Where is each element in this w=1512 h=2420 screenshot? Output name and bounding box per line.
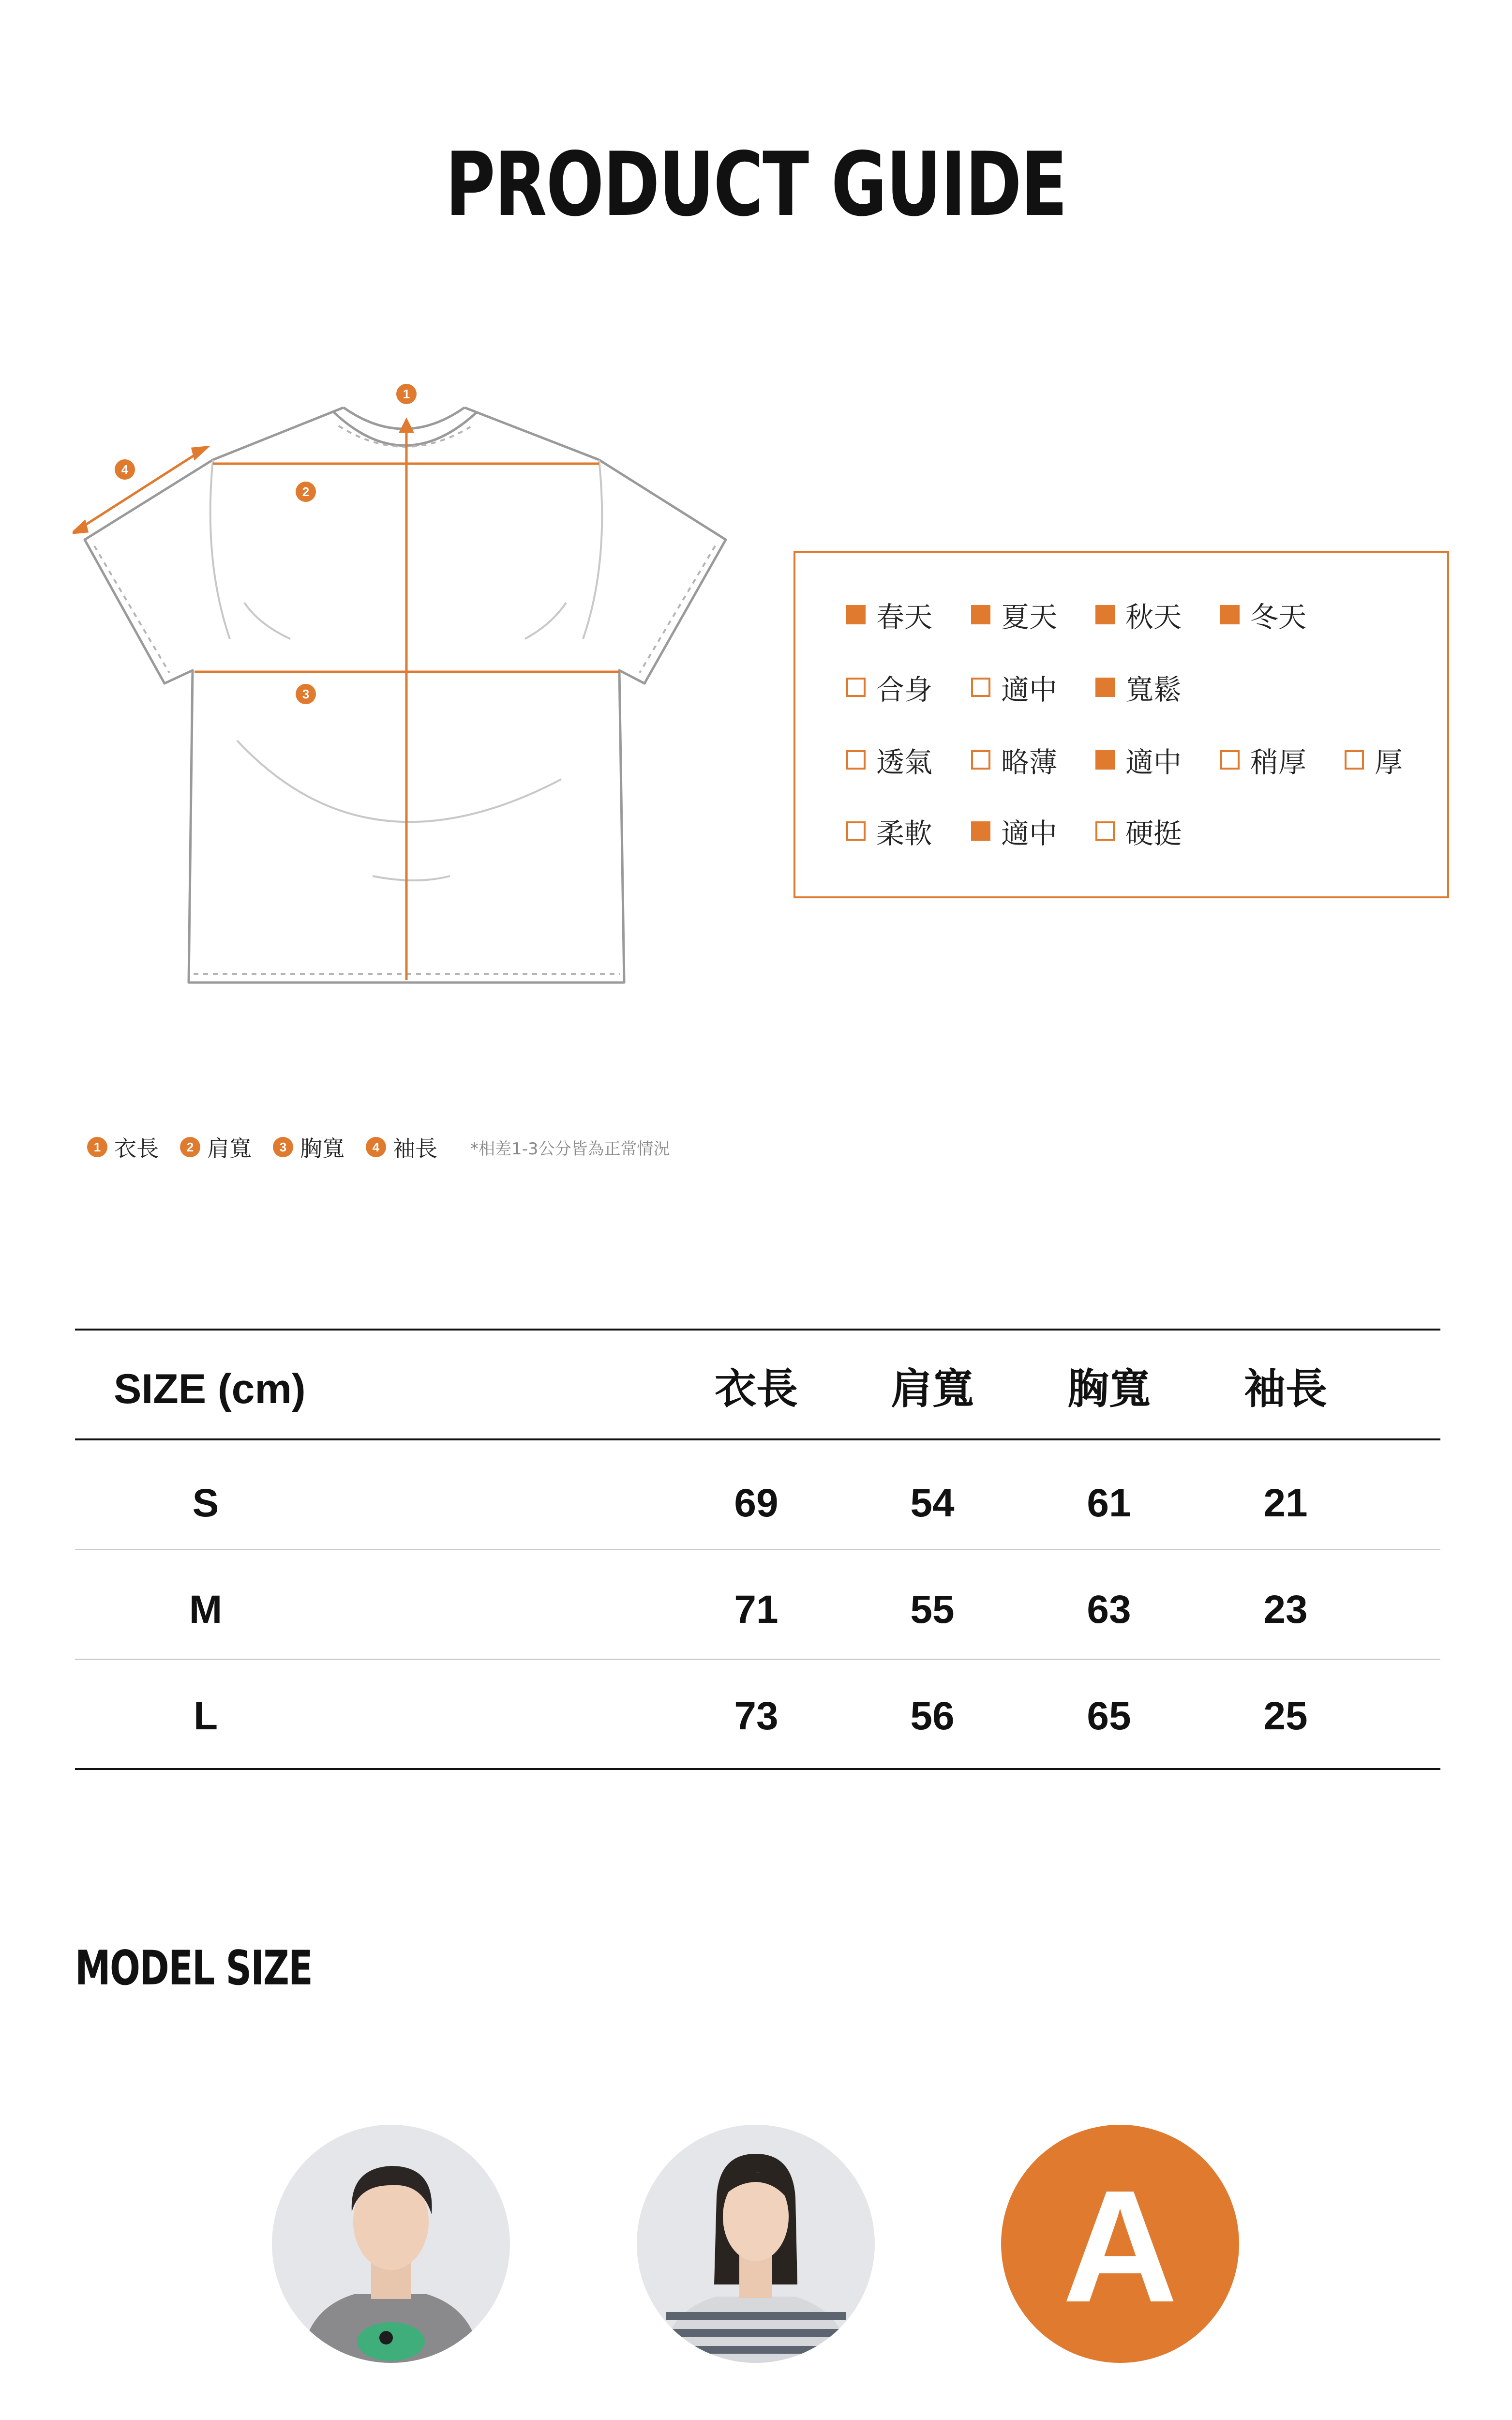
cell-chest: 61 — [1087, 1481, 1131, 1525]
cell-sleeve: 21 — [1263, 1481, 1308, 1525]
avatar — [272, 2125, 510, 2363]
cell-shoulder: 54 — [910, 1481, 955, 1525]
table-header-length: 衣長 — [715, 1366, 798, 1412]
legend-label: 胸寬 — [300, 1135, 344, 1162]
cell-length: 71 — [734, 1588, 778, 1632]
attr-option: 適中 — [1095, 741, 1182, 779]
legend-item — [180, 1131, 252, 1163]
legend-label: 肩寬 — [207, 1135, 252, 1162]
avatar — [637, 2125, 875, 2363]
cell-length: 73 — [734, 1694, 778, 1738]
checkbox-icon — [1220, 750, 1240, 770]
checkbox-icon — [1095, 750, 1115, 770]
legend-number: 1 — [87, 1137, 107, 1157]
checkbox-icon — [971, 750, 990, 770]
model-card-chi — [572, 2125, 940, 2420]
checkbox-icon — [846, 750, 866, 770]
attr-option: 適中 — [971, 812, 1057, 850]
checkbox-icon — [846, 821, 866, 841]
fabric-attributes-box — [793, 551, 1449, 898]
cell-shoulder: 56 — [910, 1694, 955, 1738]
checkbox-icon — [846, 678, 866, 697]
checkbox-icon — [1095, 821, 1115, 841]
table-header-chest: 胸寬 — [1067, 1366, 1151, 1412]
legend-number: 2 — [180, 1137, 200, 1157]
attr-option: 合身 — [846, 668, 932, 707]
page-title: PRODUCT GUIDE — [445, 133, 1067, 236]
legend-item — [366, 1131, 437, 1163]
legend-number: 3 — [273, 1137, 293, 1157]
checkbox-icon — [1345, 750, 1364, 770]
checkbox-icon — [971, 678, 990, 697]
legend-item — [273, 1131, 344, 1163]
legend-label: 袖長 — [393, 1135, 437, 1162]
model-card-a — [936, 2125, 1304, 2420]
marker-1-label: 1 — [403, 387, 410, 401]
table-row-divider — [75, 1549, 1440, 1550]
model-size-heading: MODEL SIZE — [75, 1941, 313, 1996]
cell-sleeve: 25 — [1263, 1694, 1308, 1738]
checkbox-icon — [971, 605, 990, 624]
model-photo-chi — [637, 2125, 875, 2363]
marker-4-label: 4 — [121, 462, 129, 477]
legend-number: 4 — [366, 1137, 386, 1157]
table-header-shoulder: 肩寬 — [891, 1366, 974, 1412]
checkbox-icon — [1220, 605, 1240, 624]
table-header-size: SIZE (cm) — [114, 1366, 306, 1412]
attr-option: 秋天 — [1095, 595, 1182, 634]
measurement-legend — [87, 1130, 670, 1164]
marker-2-label: 2 — [302, 484, 310, 499]
attr-option: 寬鬆 — [1095, 668, 1182, 707]
table-header-sleeve: 袖長 — [1244, 1366, 1327, 1412]
table-top-rule — [75, 1329, 1440, 1331]
marker-3-label: 3 — [302, 687, 310, 701]
checkbox-icon — [1095, 605, 1115, 624]
checkbox-icon — [971, 821, 990, 841]
cell-length: 69 — [734, 1481, 778, 1525]
avatar-letter: A — [1062, 2157, 1178, 2335]
row-size: L — [193, 1694, 218, 1738]
model-photo-owen — [272, 2125, 510, 2363]
row-size: S — [192, 1481, 219, 1525]
legend-note: *相差1-3公分皆為正常情況 — [470, 1139, 670, 1159]
table-bottom-rule — [75, 1768, 1440, 1770]
cell-shoulder: 55 — [910, 1588, 955, 1632]
cell-chest: 65 — [1087, 1694, 1131, 1738]
model-card-owen — [207, 2125, 575, 2420]
table-row-divider — [75, 1659, 1440, 1660]
attr-option: 稍厚 — [1220, 741, 1306, 779]
cell-sleeve: 23 — [1263, 1588, 1308, 1632]
attr-option: 春天 — [846, 595, 932, 634]
cell-chest: 63 — [1087, 1588, 1131, 1632]
table-header-rule — [75, 1438, 1440, 1440]
attr-option: 透氣 — [846, 741, 932, 779]
attr-option: 夏天 — [971, 595, 1057, 634]
attr-option: 柔軟 — [846, 812, 932, 850]
attr-option: 冬天 — [1220, 595, 1306, 634]
row-size: M — [189, 1588, 223, 1632]
attr-option: 適中 — [971, 668, 1057, 707]
avatar — [1001, 2125, 1239, 2363]
legend-label: 衣長 — [114, 1135, 159, 1162]
checkbox-icon — [1095, 678, 1115, 697]
attr-option: 硬挺 — [1095, 812, 1182, 850]
legend-item — [87, 1131, 159, 1163]
attr-option: 厚 — [1345, 741, 1403, 779]
checkbox-icon — [846, 605, 866, 624]
tshirt-measurement-diagram — [73, 373, 750, 1002]
attr-option: 略薄 — [971, 741, 1057, 779]
